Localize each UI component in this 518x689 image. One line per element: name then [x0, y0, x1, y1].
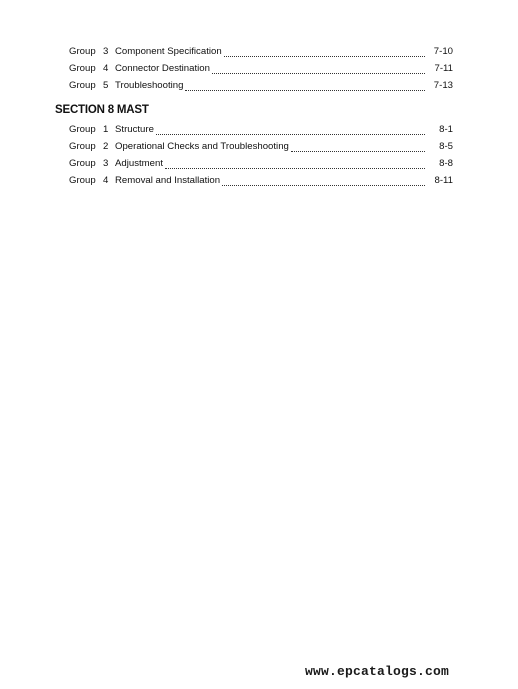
toc-section-8: [69, 121, 453, 189]
page-number: 7-13: [433, 80, 453, 91]
group-label: Group: [69, 175, 96, 186]
entry-title: Removal and Installation: [115, 172, 222, 189]
entry-title: Component Specification: [115, 43, 224, 60]
dot-leader: [224, 55, 425, 57]
title-wrap: [115, 155, 425, 172]
toc-entry[interactable]: [69, 138, 453, 155]
toc-entry[interactable]: [69, 43, 453, 60]
title-wrap: [115, 43, 425, 60]
entry-title: Operational Checks and Troubleshooting: [115, 138, 291, 155]
toc-entry[interactable]: [69, 77, 453, 94]
page-number: 8-5: [439, 141, 453, 152]
group-label: Group: [69, 141, 96, 152]
entry-title: Connector Destination: [115, 60, 212, 77]
toc-entry[interactable]: [69, 172, 453, 189]
title-wrap: [115, 60, 425, 77]
group-number: 1: [103, 124, 109, 135]
dot-leader: [185, 89, 425, 91]
section-heading: SECTION 8 MAST: [55, 104, 149, 116]
dot-leader: [291, 150, 425, 152]
toc-section-7-continued: [69, 43, 453, 94]
toc-entry[interactable]: [69, 60, 453, 77]
dot-leader: [165, 167, 425, 169]
page-number: 7-10: [433, 46, 453, 57]
toc-entry[interactable]: [69, 121, 453, 138]
title-wrap: [115, 172, 425, 189]
group-number: 3: [103, 158, 109, 169]
group-label: Group: [69, 158, 96, 169]
group-label: Group: [69, 80, 96, 91]
group-number: 2: [103, 141, 109, 152]
dot-leader: [212, 72, 425, 74]
title-wrap: [115, 77, 425, 94]
title-wrap: [115, 121, 425, 138]
page-number: 8-1: [439, 124, 453, 135]
group-number: 4: [103, 175, 109, 186]
entry-title: Adjustment: [115, 155, 165, 172]
entry-title: Structure: [115, 121, 156, 138]
dot-leader: [156, 133, 425, 135]
title-wrap: [115, 138, 425, 155]
page-number: 8-8: [439, 158, 453, 169]
site-watermark: www.epcatalogs.com: [305, 664, 450, 679]
entry-title: Troubleshooting: [115, 77, 185, 94]
group-number: 3: [103, 46, 109, 57]
group-number: 4: [103, 63, 109, 74]
toc-entry[interactable]: [69, 155, 453, 172]
page-number: 8-11: [434, 175, 453, 186]
dot-leader: [222, 184, 425, 186]
group-number: 5: [103, 80, 109, 91]
group-label: Group: [69, 46, 96, 57]
group-label: Group: [69, 63, 96, 74]
group-label: Group: [69, 124, 96, 135]
page-number: 7-11: [434, 63, 453, 74]
